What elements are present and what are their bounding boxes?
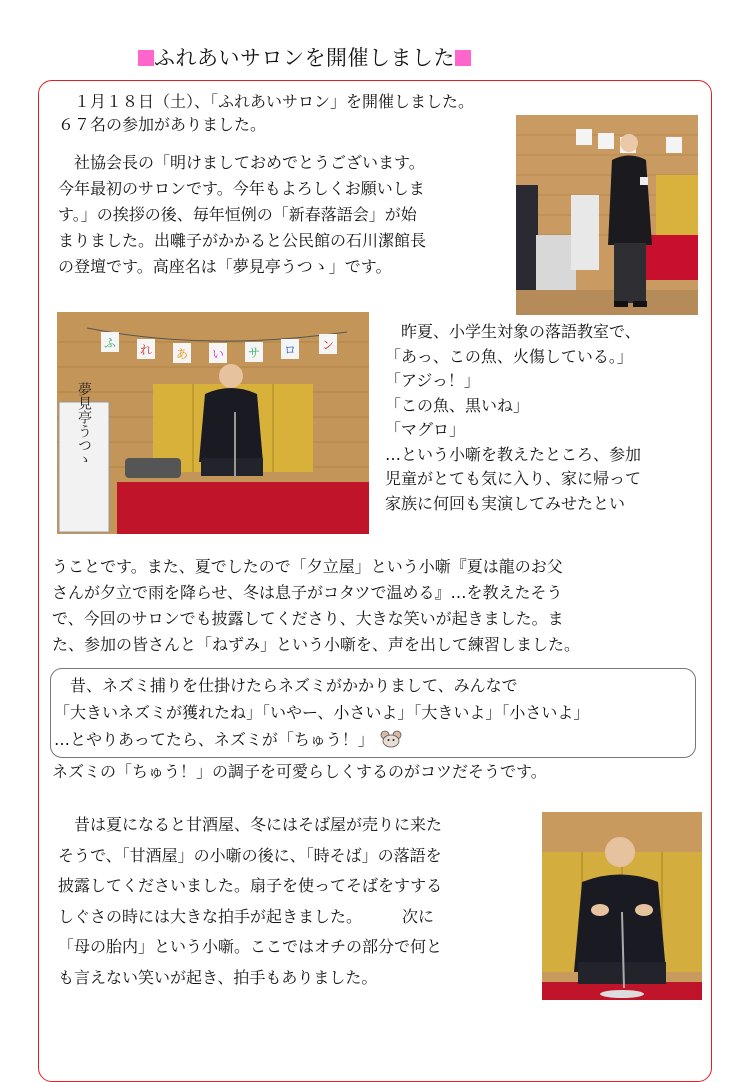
text-line: まりました。出囃子がかかると公民館の石川潔館長: [58, 231, 427, 250]
text-line: 昔は夏になると甘酒屋、冬にはそば屋が売りに来た: [58, 815, 443, 834]
banner-letter: あ: [175, 347, 189, 361]
text-line: す。」の挨拶の後、毎年恒例の「新春落語会」が始: [58, 205, 417, 224]
page-title: [138, 42, 471, 72]
pink-square-mark-left: [138, 50, 154, 66]
scroll-name: 夢見亭うつゝ: [76, 382, 92, 466]
banner-letter: い: [211, 347, 225, 361]
pink-square-mark-right: [455, 50, 471, 66]
text-line: 昨夏、小学生対象の落語教室で、: [385, 322, 641, 341]
text-line: さんが夕立で雨を降らせ、冬は息子がコタツで温める』…を教えたそう: [52, 583, 563, 602]
text-line: 社協会長の「明けましておめでとうございます。: [58, 153, 425, 172]
text-line: 「母の胎内」という小噺。ここではオチの部分で何と: [58, 937, 443, 956]
text-line: １月１８日（土）、「ふれあいサロン」を開催しました。: [58, 92, 475, 111]
text-line: 昔、ネズミ捕りを仕掛けたらネズミがかかりまして、みんなで: [54, 676, 518, 695]
text-line: 家族に何回も実演してみせたとい: [385, 493, 626, 513]
para-amazake-tokisoba: [58, 810, 442, 993]
mouse-icon: [379, 730, 403, 748]
para-yudachiya: [52, 554, 580, 658]
banner-letter: ン: [321, 338, 335, 352]
photo-performer-closeup: [542, 812, 702, 1000]
banner-letter: ロ: [283, 343, 297, 357]
photo-greeting-speaker: [516, 115, 698, 315]
text-line: 児童がとても気に入り、家に帰って: [385, 469, 642, 488]
photo-rakugo-stage: [57, 312, 369, 534]
text-line: 今年最初のサロンです。今年もよろしくお願いしま: [58, 179, 425, 198]
text-line: 「この魚、黒いね」: [385, 395, 530, 415]
text-line: しぐさの時には大きな拍手が起きました。 次に: [58, 906, 435, 926]
text-line: …という小噺を教えたところ、参加: [385, 444, 642, 464]
quote-text: [54, 672, 589, 753]
text-line: の登壇です。高座名は「夢見亭うつゝ」です。: [58, 257, 392, 276]
text-line: で、今回のサロンでも披露してくださり、大きな笑いが起きました。ま: [52, 609, 564, 628]
text-line: 披露してくださいました。扇子を使ってそばをすする: [58, 876, 443, 895]
banner-letter: れ: [139, 343, 153, 357]
text-line: も言えない笑いが起き、拍手もありました。: [58, 967, 378, 987]
banner-letter: ふ: [103, 336, 117, 350]
para-summer-class: [385, 320, 641, 516]
text-line: うことです。また、夏でしたので「夕立屋」という小噺『夏は龍のお父: [52, 557, 563, 576]
text-line: 「あっ、この魚、火傷している。」: [385, 346, 633, 366]
text-line: 「アジっ！」: [385, 371, 480, 390]
text-line: ６７名の参加がありました。: [58, 115, 267, 134]
text-line-part: …とやりあってたら、ネズミが「ちゅう！」: [54, 730, 374, 749]
text-line: そうで、「甘酒屋」の小噺の後に、「時そば」の落語を: [58, 845, 442, 865]
para-intro: [58, 90, 474, 136]
text-line: [54, 726, 589, 753]
text-line: 「マグロ」: [385, 420, 466, 439]
title-text: ふれあいサロンを開催しました: [154, 46, 455, 70]
para-greeting: [58, 150, 426, 280]
para-chuu-tip: ネズミの「ちゅう！」の調子を可愛らしくするのがコツだそうです。: [52, 762, 547, 781]
text-line: た、参加の皆さんと「ねずみ」という小噺を、声を出して練習しました。: [52, 635, 581, 654]
banner-letter: サ: [247, 346, 261, 360]
text-line: 「大きいネズミが獲れたね」「いやー、小さいよ」「大きいよ」「小さいよ」: [54, 703, 590, 722]
